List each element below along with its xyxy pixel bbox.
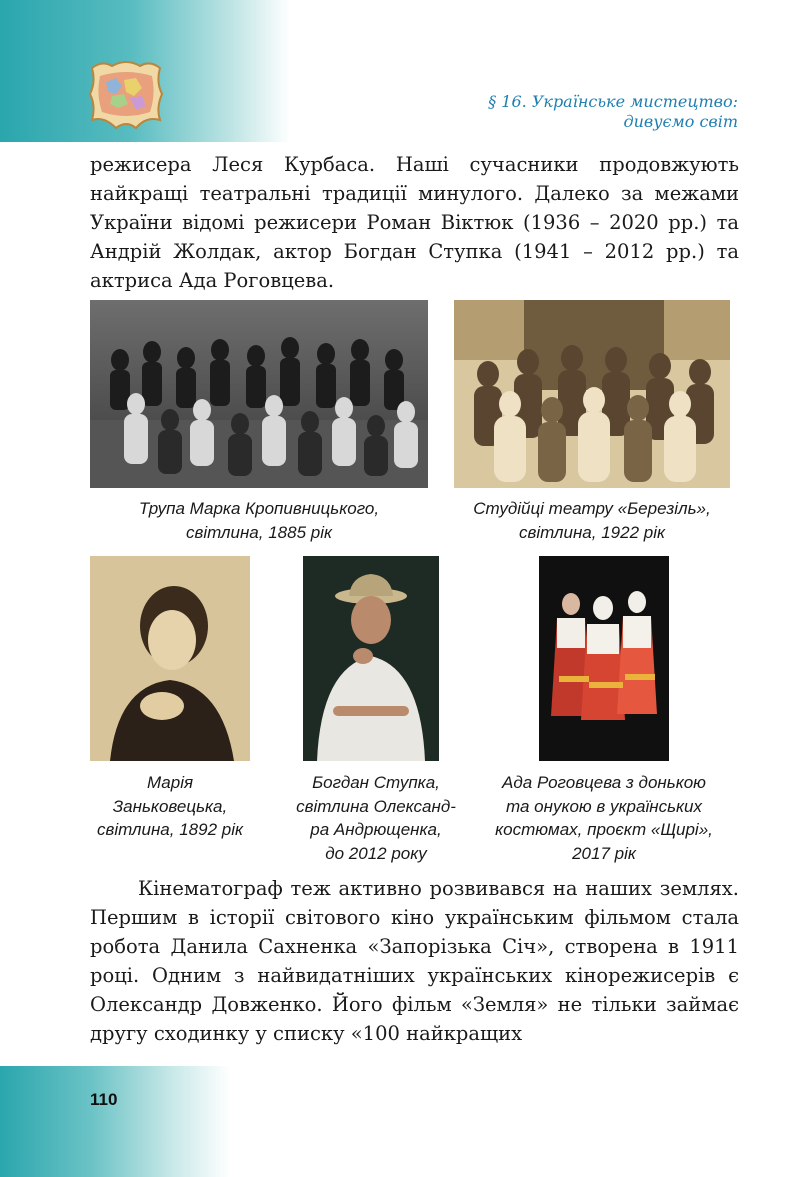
caption-zankovetska — [80, 771, 260, 842]
caption-line: Ада Роговцева з донькою — [502, 773, 706, 792]
section-title-line2: дивуємо світ — [623, 112, 738, 131]
photo-stupka — [303, 556, 439, 761]
footer-band — [0, 1066, 230, 1177]
caption-berezil — [440, 497, 744, 544]
caption-line: до 2012 року — [325, 843, 427, 863]
caption-line: Заньковецька, — [112, 796, 228, 816]
caption-line: ра Андрющенка, — [310, 820, 442, 839]
caption-line: Марія — [146, 773, 194, 792]
body-paragraph-1: режисера Леся Курбаса. Наші сучасники продовжують найкращі театральні традиції минулого. Далеко за межами України відомі режисери Роман Віктюк (1936 – 2020 рр.) та Андрій Жолдак, актор Богдан Ступка (1941 – 2012 рр.) та актриса Ада Роговцева. — [90, 153, 739, 292]
caption-kropyvnytskyi — [90, 497, 428, 544]
caption-line: костюмах, проєкт «Щирі», — [495, 820, 713, 839]
europe-map-emblem-icon — [86, 58, 166, 132]
section-header — [408, 92, 738, 132]
caption-rohovtseva — [470, 771, 738, 865]
caption-line: світлина Олександ- — [296, 796, 456, 816]
photo-zankovetska — [90, 556, 250, 761]
section-title-line1: § 16. Українське мистецтво: — [488, 92, 738, 111]
caption-line: 2017 рік — [572, 843, 636, 863]
caption-line: світлина, 1892 рік — [96, 820, 244, 839]
photo-rohovtseva — [539, 556, 669, 761]
caption-line: Студійці театру «Березіль», — [473, 499, 711, 518]
caption-stupka — [290, 771, 462, 865]
caption-line: та онукою в українських — [505, 796, 703, 816]
caption-line: Трупа Марка Кропивницького, — [138, 499, 380, 518]
page-number: 110 — [90, 1090, 118, 1109]
photo-berezil-studio — [454, 300, 730, 488]
body-paragraph-2: Кінематограф теж активно розвивався на наших землях. Першим в історії світового кіно українським фільмом стала робота Данила Сахненка «Запорізька Січ», створена в 1911 році. Одним з найвидатніших українських кінорежисерів є Олександр Довженко. Його фільм «Земля» не тільки займає другу сходинку у списку «100 найкращих — [90, 877, 739, 1045]
caption-line: світлина, 1885 рік — [185, 522, 333, 542]
caption-line: Богдан Ступка, — [312, 773, 440, 792]
photo-kropyvnytskyi-troupe — [90, 300, 428, 488]
caption-line: світлина, 1922 рік — [518, 522, 666, 542]
